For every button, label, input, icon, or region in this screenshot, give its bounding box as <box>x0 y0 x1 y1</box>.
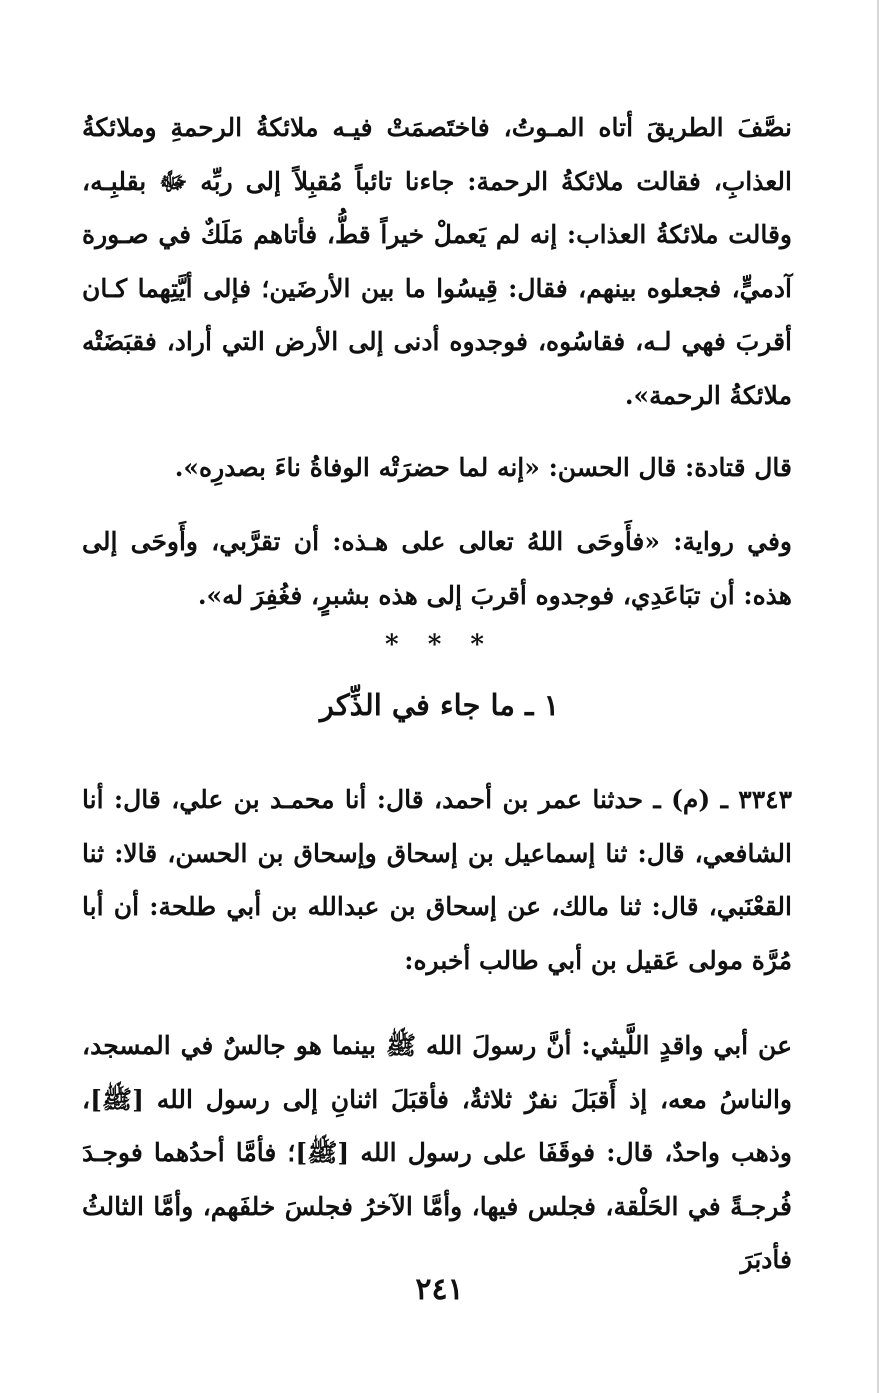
paragraph-text: ٣٣٤٣ ـ (م) ـ حدثنا عمر بن أحمد، قال: أنا محمـد بن علي، قال: أنا الشافعي، قال: ثنا إسماعيل بن إسحاق وإسحاق بن الحسن، قالا: ثنا القعْنَبي، قال: ثنا مالك، عن إسحاق بن عبدالله بن أبي طلحة: أن أبا مُرَّة مولى عَقيل بن أبي طالب أخبره: <box>82 785 792 975</box>
paragraph-text: نصَّفَ الطريقَ أتاه المـوتُ، فاختَصمَتْ فيـه ملائكةُ الرحمةِ وملائكةُ العذابِ، فقالت ملائكةُ الرحمة: جاءنا تائباً مُقبِلاً إلى ربِّه ﷻ بقلبِـه، وقالت ملائكةُ العذاب: إنه لم يَعملْ خيراً قطُّ، فأتاهم مَلَكٌ في صـورة آدميٍّ، فجعلوه بينهم، فقال: قِيسُوا ما بين الأرضَين؛ فإلى أيَّتِهما كـان أقربَ فهي لـه، فقاسُوه، فوجدوه أدنى إلى الأرض التي أراد، فقبَضَتْه ملائكةُ الرحمة». <box>82 113 792 410</box>
section-separator: * * * <box>385 630 494 660</box>
paragraph-qatada-note <box>82 441 792 495</box>
hadith-matn <box>82 1019 792 1287</box>
paragraph-text: عن أبي واقدٍ اللَّيثي: أنَّ رسولَ الله ﷺ بينما هو جالسٌ في المسجد، والناسُ معه، إذ أَقبَلَ نفرٌ ثلاثةٌ، فأقبَلَ اثنانِ إلى رسول الله [ﷺ]، وذهب واحدٌ، قال: فوقَفَا على رسول الله [ﷺ]؛ فأمَّا أحدُهما فوجـدَ فُرجـةً في الحَلْقة، فجلس فيها، وأمَّا الآخرُ فجلسَ خلفَهم، وأمَّا الثالثُ فأدبَرَ <box>82 1031 792 1274</box>
paragraph-text: وفي رواية: «فأَوحَى اللهُ تعالى على هـذه: أن تقرَّبي، وأَوحَى إلى هذه: أن تبَاعَدِي، فوجدوه أقربَ إلى هذه بشبرٍ، فغُفِرَ له». <box>82 527 792 610</box>
paragraph-story-ending <box>82 101 792 422</box>
chapter-heading: ١ ـ ما جاء في الذِّكر <box>319 688 560 722</box>
hadith-isnad <box>82 773 792 987</box>
paragraph-other-narration <box>82 515 792 622</box>
paragraph-text: قال قتادة: قال الحسن: «إنه لما حضرَتْه الوفاةُ ناءَ بصدرِه». <box>174 453 792 482</box>
page-number: ٢٤١ <box>415 1272 464 1307</box>
